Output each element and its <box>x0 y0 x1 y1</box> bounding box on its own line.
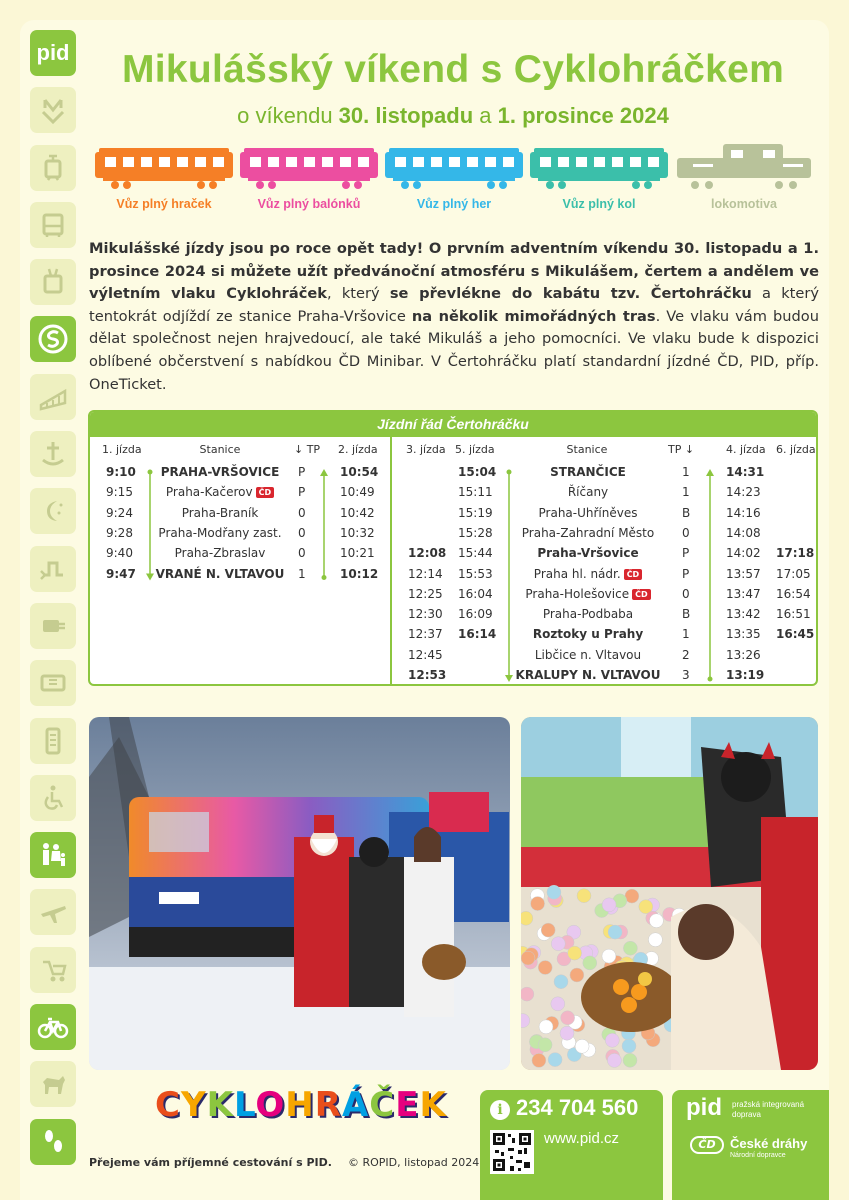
timetable-cell: 9:40 <box>106 546 133 561</box>
train-car-label: Vůz plný hraček <box>116 197 212 211</box>
station-name: Praha-Vršovice <box>537 546 639 561</box>
station-name: PRAHA-VRŠOVICE <box>160 465 280 479</box>
train-car-2 <box>240 148 378 189</box>
logo-letter: Á <box>341 1085 370 1125</box>
column-header: 5. jízda <box>455 443 495 456</box>
train-car-label: Vůz plný balónků <box>257 197 361 211</box>
timetable-cell: 9:24 <box>106 505 133 520</box>
timetable-right <box>390 437 818 686</box>
timetable-cell: 12:14 <box>408 566 443 581</box>
timetable-title: Jízdní řád Čertohráčku <box>90 412 816 437</box>
transfer-icon <box>30 546 76 592</box>
walking-icon <box>30 1119 76 1165</box>
dog-icon <box>30 1061 76 1107</box>
timetable-cell: 14:08 <box>726 525 761 540</box>
station-name: Praha-Uhříněves <box>538 505 638 520</box>
qr-code-icon[interactable] <box>490 1130 534 1174</box>
arrow-up-icon <box>705 469 715 682</box>
stroller-icon <box>30 947 76 993</box>
footer-copyright: © ROPID, listopad 2024 <box>348 1156 480 1169</box>
train-car-label: Vůz plný kol <box>562 197 636 211</box>
arrow-up-icon <box>319 469 329 581</box>
bus-icon <box>30 202 76 248</box>
info-icon: i <box>490 1100 510 1120</box>
cd-badge: ČD <box>624 569 643 580</box>
timetable-cell: 0 <box>682 525 690 540</box>
timetable-cell: 12:37 <box>408 627 443 642</box>
park-ride-icon <box>30 603 76 649</box>
pid-brand: pid <box>686 1094 722 1121</box>
photo-locomotive-mikulas <box>89 717 510 1070</box>
pid-logo <box>30 30 76 76</box>
timetable-cell: 14:02 <box>726 546 761 561</box>
timetable-cell: 12:53 <box>408 668 447 682</box>
timetable-cell: 0 <box>298 546 306 561</box>
column-header: 3. jízda <box>406 443 446 456</box>
column-header: Stanice <box>566 443 608 456</box>
train-s-icon <box>30 316 76 362</box>
timetable-cell: 10:21 <box>340 546 375 561</box>
timetable-cell: 9:15 <box>106 485 133 500</box>
ticket-icon <box>30 660 76 706</box>
timetable-cell: 14:16 <box>726 505 761 520</box>
arrow-down-icon <box>145 469 155 581</box>
timetable-cell: 10:54 <box>340 465 379 479</box>
timetable-cell: 16:54 <box>776 586 811 601</box>
column-header: Stanice <box>199 443 241 456</box>
timetable-cell: 16:45 <box>776 627 815 642</box>
ferry-icon <box>30 431 76 477</box>
timetable-cell: 1 <box>682 485 690 500</box>
timetable-cell: 14:23 <box>726 485 761 500</box>
station-name: Praha-Kačerov ČD <box>148 485 292 499</box>
station-name: Praha-Zahradní Město <box>521 525 655 540</box>
logo-letter: Y <box>180 1085 207 1125</box>
timetable-cell: 16:14 <box>458 627 497 642</box>
column-header: ↓ TP <box>294 443 321 456</box>
timetable-cell: 12:45 <box>408 647 443 662</box>
timetable-cell: 10:12 <box>340 566 379 581</box>
metro-icon <box>30 87 76 133</box>
family-icon <box>30 832 76 878</box>
logo-letter: L <box>233 1085 256 1125</box>
logo-letter: H <box>285 1085 315 1125</box>
intro-text: Mikulášské jízdy jsou po roce opět tady! O prvním adventním víkendu 30. listopadu a 1. prosince 2024 si můžete užít předvánoční atmosféru s Mikulášem, čertem a andělem ve výletním vlaku Cyklohráček, který se převlékne do kabátu tzv. Čertohráčku a který tentokrát odjíždí ze stanice Praha-Vršovice na několik mimořádných tras. Ve vlaku vám budou dělat společnost nejen hrajvedoucí, ale také Mikuláš a jeho pomocníci. Ve vlaku bude k dispozici oblíbené občerstvení s nabídkou ČD Minibar. V Čertohráčku platí standardní jízdné ČD, PID, příp. OneTicket. <box>89 240 819 393</box>
timetable-cell: 0 <box>682 586 690 601</box>
pid-fullname: pražská integrovaná doprava <box>732 1100 805 1119</box>
logo-letter: Č <box>369 1085 396 1125</box>
station-name: Praha-Podbaba <box>542 607 634 622</box>
timetable-cell: P <box>298 485 306 500</box>
timetable-cell: 15:19 <box>458 505 493 520</box>
cd-subtitle: Národní dopravce <box>730 1152 786 1159</box>
station-name: Praha hl. nádr. ČD <box>510 567 666 581</box>
cd-badge: ČD <box>256 487 275 498</box>
cyklohracek-logo <box>155 1085 447 1125</box>
timetable-cell: 15:11 <box>458 485 493 500</box>
column-header: 6. jízda <box>776 443 816 456</box>
station-name: VRANÉ N. VLTAVOU <box>155 566 285 581</box>
bicycle-icon <box>30 1004 76 1050</box>
timetable-cell: 9:28 <box>106 525 133 540</box>
contact-box <box>480 1090 663 1200</box>
station-name: STRANČICE <box>550 465 626 479</box>
timetable-cell: 15:44 <box>458 546 493 561</box>
timetable-cell: 1 <box>682 627 690 642</box>
train-car-5 <box>677 144 811 189</box>
station-name: Roztoky u Prahy <box>532 627 644 642</box>
timetable-cell: B <box>682 607 691 622</box>
station-name: Praha-Holešovice ČD <box>510 587 666 601</box>
timetable-cell: 10:49 <box>340 485 375 500</box>
timetable <box>88 410 818 686</box>
page-subtitle: o víkendu 30. listopadu a 1. prosince 2024 <box>237 103 669 128</box>
station-name: KRALUPY N. VLTAVOU <box>515 668 661 682</box>
contact-web[interactable]: www.pid.cz <box>544 1130 620 1147</box>
station-name: Praha-Modřany zast. <box>158 525 282 540</box>
logo-letter: E <box>395 1085 420 1125</box>
page-title: Mikulášský víkend s Cyklohráčkem <box>121 48 785 91</box>
timetable-cell: 0 <box>298 525 306 540</box>
timetable-cell: P <box>298 465 306 479</box>
photo-ball-pit-interior <box>521 717 818 1070</box>
pid-logo-text: pid <box>36 40 70 65</box>
train-car-label: Vůz plný her <box>416 197 492 211</box>
cd-badge: ČD <box>632 589 651 600</box>
timetable-cell: 2 <box>682 647 690 662</box>
station-name: Praha-Zbraslav <box>174 546 266 561</box>
timetable-cell: 15:28 <box>458 525 493 540</box>
train-illustration <box>93 140 818 220</box>
train-car-4 <box>530 148 668 189</box>
column-header: 4. jízda <box>726 443 766 456</box>
timetable-cell: 14:31 <box>726 465 765 479</box>
timetable-cell: 13:26 <box>726 647 761 662</box>
timetable-cell: 9:10 <box>106 465 136 479</box>
timetable-cell: 16:09 <box>458 607 493 622</box>
timetable-cell: 15:04 <box>458 465 497 479</box>
timetable-cell: 12:25 <box>408 586 443 601</box>
train-graphic <box>93 140 818 195</box>
trolleybus-icon <box>30 259 76 305</box>
timetable-cell: 10:32 <box>340 525 375 540</box>
column-header: 1. jízda <box>102 443 142 456</box>
logo-letter: C <box>155 1085 181 1125</box>
logo-letter: O <box>255 1085 286 1125</box>
timetable-cell: 15:53 <box>458 566 493 581</box>
timetable-cell: P <box>682 566 690 581</box>
funicular-icon <box>30 374 76 420</box>
timetable-cell: 12:30 <box>408 607 443 622</box>
timetable-cell: 16:51 <box>776 607 811 622</box>
train-car-3 <box>385 148 523 189</box>
night-icon <box>30 488 76 534</box>
timetable-left <box>90 437 388 686</box>
cd-logo-icon: ČD <box>690 1136 724 1154</box>
timetable-cell: 10:42 <box>340 505 375 520</box>
timetable-cell: 0 <box>298 505 306 520</box>
timetable-cell: 16:04 <box>458 586 493 601</box>
tram-icon <box>30 145 76 191</box>
timetable-cell: 17:18 <box>776 546 815 561</box>
logo-letter: K <box>419 1085 447 1125</box>
footer-note: Přejeme vám příjemné cestování s PID. <box>89 1156 332 1169</box>
airport-icon <box>30 889 76 935</box>
arrow-down-icon <box>504 469 514 682</box>
timetable-cell: 3 <box>682 668 690 682</box>
timetable-cell: 17:05 <box>776 566 811 581</box>
logo-letter: R <box>314 1085 342 1125</box>
sidebar <box>30 30 78 1176</box>
timetable-cell: 13:57 <box>726 566 761 581</box>
cd-brand: České dráhy <box>730 1136 808 1151</box>
timetable-cell: 9:47 <box>106 566 136 581</box>
station-name: Libčice n. Vltavou <box>534 647 642 662</box>
logo-letter: K <box>206 1085 234 1125</box>
phone-icon <box>30 718 76 764</box>
brand-box <box>672 1090 829 1200</box>
timetable-cell: B <box>682 505 691 520</box>
timetable-cell: 13:42 <box>726 607 761 622</box>
timetable-cell: 13:19 <box>726 668 765 682</box>
train-car-1 <box>95 148 233 189</box>
station-name: Praha-Braník <box>181 505 259 520</box>
contact-phone[interactable]: 234 704 560 <box>516 1095 639 1120</box>
timetable-cell: 12:08 <box>408 546 447 561</box>
station-name: Říčany <box>567 485 609 500</box>
column-header: TP ↓ <box>668 443 695 456</box>
column-header: 2. jízda <box>338 443 378 456</box>
train-car-label: lokomotiva <box>711 197 777 211</box>
timetable-cell: 13:35 <box>726 627 761 642</box>
timetable-cell: P <box>682 546 690 561</box>
timetable-cell: 13:47 <box>726 586 761 601</box>
wheelchair-icon <box>30 775 76 821</box>
timetable-cell: 1 <box>298 566 306 581</box>
timetable-cell: 1 <box>682 465 690 479</box>
